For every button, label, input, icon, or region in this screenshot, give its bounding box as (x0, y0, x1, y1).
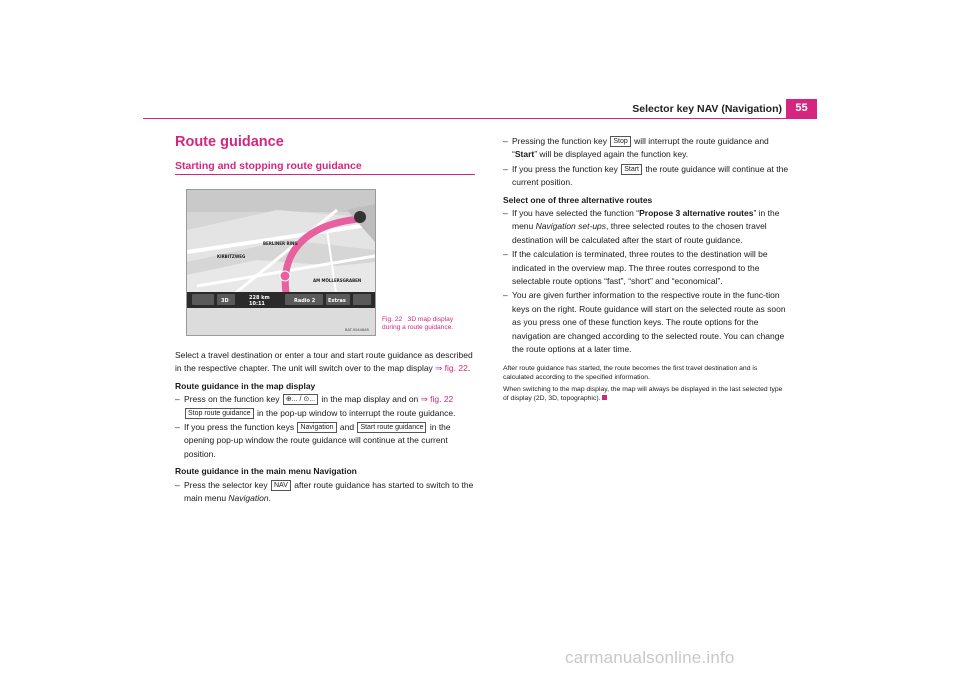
subtitle-divider (175, 174, 475, 175)
list-item: – You are given further information to the respective route in the func-tion keys on the right. Route guidance will start on the selected route as soon as you press one of these function keys. The route options for the navigation are changed according to the selected route. You can change the route options at a later time. (503, 289, 789, 356)
figure-caption-text: 3D map display during a route guidance. (382, 316, 454, 332)
nav-selector-key: NAV (271, 480, 291, 491)
note-paragraph-2: When switching to the map display, the map will always be displayed in the last selected type of display (2D, 3D, topographic). (503, 385, 783, 403)
right-column (503, 135, 789, 404)
navigation-map-illustration (187, 190, 375, 335)
section-subtitle: Starting and stopping route guidance (175, 160, 362, 172)
list-item: – Press on the function key ⊕... / ⊙... in the map display and on ⇒ fig. 22 Stop route guidance in the pop-up window to interrupt the route guidance. (175, 393, 477, 420)
radio-label: Radio 2 (294, 298, 316, 304)
view-3d-label: 3D (221, 298, 229, 304)
vehicle-position-icon (280, 271, 290, 281)
page-number-badge: 55 (786, 99, 817, 118)
volume-button (353, 294, 371, 305)
list-item: – Press the selector key NAV after route guidance has started to switch to the main menu Navigation. (175, 479, 477, 506)
stop-key: Stop (610, 136, 630, 147)
navigation-key: Navigation (297, 422, 336, 433)
section-title: Route guidance (175, 134, 284, 150)
list-item: – If you press the function keys Navigation and Start route guidance in the opening pop-up window the route guidance will continue at the current position. (175, 421, 477, 461)
list-item: – If the calculation is terminated, three routes to the destination will be indicated in the overview map. The three routes correspond to the selectable route options “fast”, “short” and “economical”. (503, 248, 789, 288)
header-divider (143, 118, 817, 119)
intro-paragraph: Select a travel destination or enter a tour and start route guidance as described in the respective chapter. The unit will switch over to the map display ⇒ fig. 22. (175, 350, 473, 374)
figure-image-code: BAT-0044648 (345, 328, 369, 332)
list-item: – If you have selected the function “Propose 3 alternative routes” in the menu Navigation set-ups, three selected routes to the chosen travel destination will be calculated after the start of route guidance. (503, 207, 789, 247)
distance-readout: 228 km (249, 295, 270, 301)
figure-caption (382, 316, 472, 333)
watermark: carmanualsonline.info (565, 648, 735, 667)
list-item: – If you press the function key Start the route guidance will continue at the current position. (503, 163, 789, 190)
map-street-label-1: BERLINER RING (263, 241, 298, 246)
sub-heading-main-menu: Route guidance in the main menu Navigation (175, 466, 357, 477)
sub-heading-map-display: Route guidance in the map display (175, 380, 316, 391)
left-column (175, 349, 477, 505)
start-key: Start (621, 164, 642, 175)
extras-label: Extras (328, 298, 346, 304)
map-figure (186, 189, 376, 336)
compass-icon (354, 211, 366, 223)
time-readout: 10:11 (249, 301, 265, 307)
note-block (503, 364, 789, 404)
list-item: – Pressing the function key Stop will interrupt the route guidance and “Start” will be displayed again the function key. (503, 135, 789, 162)
running-header: Selector key NAV (Navigation) (632, 103, 782, 115)
figure-link[interactable]: ⇒ fig. 22 (420, 394, 454, 405)
map-street-label-3: AM MÖLLERSGRABEN (313, 278, 362, 283)
end-of-section-icon (602, 395, 607, 400)
note-paragraph-1: After route guidance has started, the route becomes the first travel destination and is calculated according to the specified information. (503, 364, 758, 382)
figure-link[interactable]: ⇒ fig. 22 (435, 363, 468, 374)
start-route-guidance-key: Start route guidance (357, 422, 426, 433)
map-function-key: ⊕... / ⊙... (283, 394, 318, 405)
sub-heading-alternative-routes: Select one of three alternative routes (503, 194, 653, 205)
zoom-button (192, 294, 214, 305)
stop-route-guidance-key: Stop route guidance (185, 408, 254, 419)
map-street-label-2: KIRBITZWEG (217, 254, 246, 259)
figure-caption-label: Fig. 22 (382, 316, 403, 323)
